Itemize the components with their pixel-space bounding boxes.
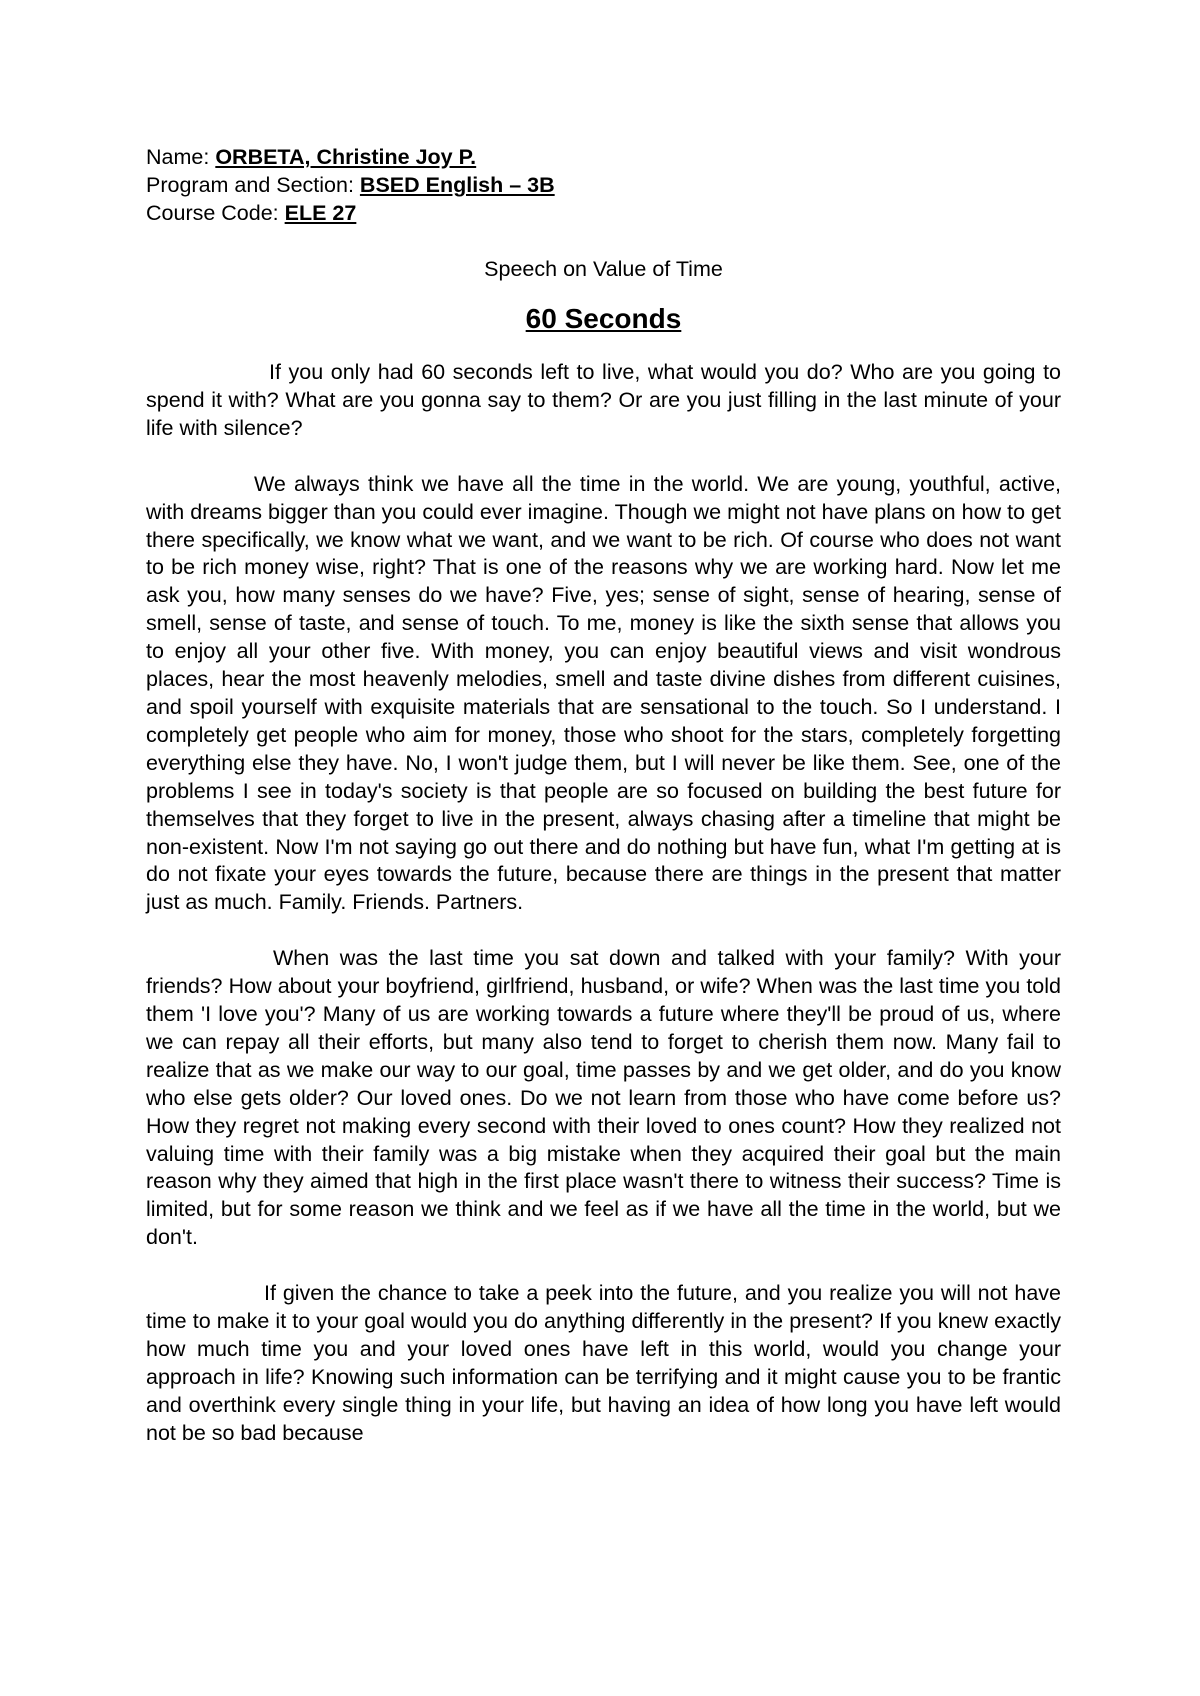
student-name-label: Name: (146, 145, 216, 169)
course-code-value: ELE 27 (284, 201, 357, 225)
paragraph-4-container (146, 1252, 1061, 1448)
paragraph-1: If you only had 60 seconds left to live, what would you do? Who are you going to spend it with? What are you gonna say to them? Or are you just filling in the last minute of your life with silence? (146, 360, 1061, 440)
program-section-label: Program and Section: (146, 173, 360, 197)
speech-heading: Speech on Value of Time (484, 257, 723, 281)
course-code-line (146, 199, 1061, 227)
paragraph-4: If given the chance to take a peek into the future, and you realize you will not have time to make it to your goal would you do anything differently in the present? If you knew exactly how much time you and your loved ones have left in this world, would you change your approach in life? Knowing such information can be terrifying and it might cause you to be frantic and overthink every single thing in your life, but having an idea of how long you have left would not be so bad because (146, 1281, 1061, 1445)
paragraph-2: We always think we have all the time in the world. We are young, youthful, active, with dreams bigger than you could ever imagine. Though we might not have plans on how to get there specifically, we know what we want, and we want to be rich. Of course who does not want to be rich money wise, right? That is one of the reasons why we are working hard. Now let me ask you, how many senses do we have? Five, yes; sense of sight, sense of hearing, sense of smell, sense of taste, and sense of touch. To me, money is like the sixth sense that allows you to enjoy all your other five. With money, you can enjoy beautiful views and visit wondrous places, hear the most heavenly melodies, smell and taste divine dishes from different cuisines, and spoil yourself with exquisite materials that are sensational to the touch. So I understand. I completely get people who aim for money, those who shoot for the stars, completely forgetting everything else they have. No, I won't judge them, but I will never be like them. See, one of the problems I see in today's society is that people are so focused on building the best future for themselves that they forget to live in the present, always chasing after a timeline that might be non-existent. Now I'm not saying go out there and do nothing but have fun, what I'm getting at is do not fixate your eyes towards the future, because there are things in the present that matter just as much. Family. Friends. Partners. (146, 471, 1061, 915)
paragraph-3: When was the last time you sat down and talked with your family? With your friends? How about your boyfriend, girlfriend, husband, or wife? When was the last time you told them 'I love you'? Many of us are working towards a future where they'll be proud of us, where we can repay all their efforts, but many also tend to forget to cherish them now. Many fail to realize that as we make our way to our goal, time passes by and we get older, and do you know who else gets older? Our loved ones. Do we not learn from those who have come before us? How they regret not making every second with their loved to ones count? How they realized not valuing time with their family was a big mistake when they acquired their goal but the main reason why they aimed that high in the first place wasn't there to witness their success? Time is limited, but for some reason we think and we feel as if we have all the time in the world, but we don't. (146, 946, 1061, 1250)
program-section-line (146, 171, 1061, 199)
document-body (146, 143, 1061, 1448)
speech-title: 60 Seconds (525, 303, 682, 334)
student-name-value: ORBETA, Christine Joy P. (215, 145, 477, 169)
course-code-label: Course Code: (146, 201, 285, 225)
program-section-value: BSED English – 3B (359, 173, 555, 197)
student-name-line (146, 143, 1061, 171)
